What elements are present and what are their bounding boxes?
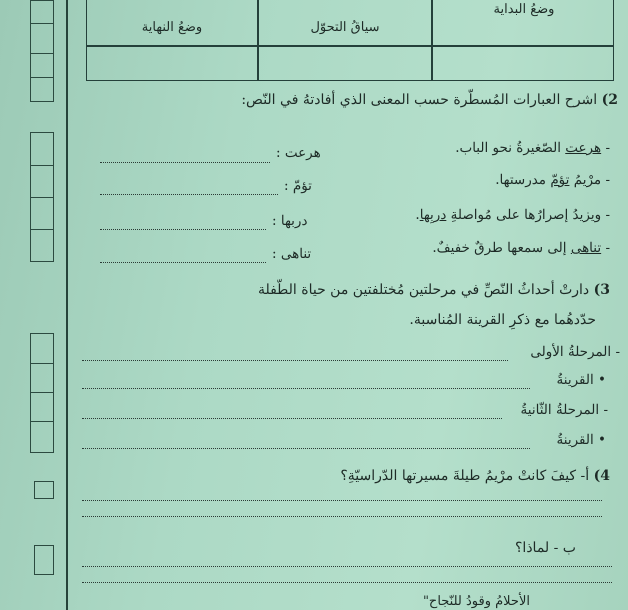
- q2-item-2-answer-line[interactable]: [100, 194, 278, 195]
- score-box-q3: [30, 333, 54, 453]
- q4-part-a-answer-line-2[interactable]: [82, 516, 602, 517]
- q4-part-a: [340, 468, 610, 484]
- bullet: -: [605, 207, 610, 223]
- q3-stage-1: [530, 344, 620, 360]
- q2-item-1-underlined: هرعت: [565, 140, 602, 156]
- q3-prompt-line2: حدّدهُما مع ذكرِ القرينة المُناسبة.: [409, 312, 596, 328]
- transformation-table: [86, 0, 614, 81]
- q2-item-2-before: مرْيمُ: [569, 172, 602, 188]
- q4-part-a-answer-line-1[interactable]: [82, 500, 602, 501]
- bullet: -: [603, 402, 608, 418]
- bottom-partial-text: الأحلامُ وقودُ للنّجاح": [422, 594, 530, 609]
- q2-number: 2): [601, 92, 618, 108]
- q2-prompt-text: اشرح العبارات المُسطّرة حسب المعنى الذي أفادتهُ في النّص:: [241, 92, 598, 108]
- q3-stage-2-label: المرحلةُ الثّانيةُ: [520, 402, 600, 418]
- q2-item-3: [415, 207, 610, 223]
- bullet: -: [605, 172, 610, 188]
- q4-part-a-text: أ- كيفَ كانتْ مرْيمُ طيلةَ مسيرتها الدّراسيّةِ؟: [340, 468, 590, 484]
- q3-clue-1: • القرينةُ: [556, 372, 606, 388]
- q2-item-1-after: الصّغيرةُ نحو الباب.: [455, 140, 566, 156]
- q3-clue-1-label: القرينةُ: [556, 372, 594, 388]
- q3-stage-2-answer-line[interactable]: [82, 418, 502, 419]
- score-box-q4a: [34, 481, 54, 499]
- q2-item-1-answer-line[interactable]: [100, 162, 270, 163]
- q2-item-4-answer-label: تناهى :: [272, 246, 312, 262]
- q3-clue-1-answer-line[interactable]: [82, 388, 530, 389]
- table-header-end: وضعُ النهاية: [141, 20, 203, 35]
- q2-item-2: [495, 172, 610, 188]
- q3-stage-2: [521, 402, 608, 418]
- bullet: -: [605, 140, 610, 156]
- q2-item-4: [432, 240, 610, 256]
- bullet: -: [615, 344, 620, 360]
- q3-stage-1-answer-line[interactable]: [82, 360, 508, 361]
- q2-item-3-answer-label: دربها :: [272, 213, 308, 229]
- q3-stage-1-label: المرحلةُ الأولى: [530, 344, 612, 360]
- q3-number: 3): [593, 282, 610, 298]
- table-header-shift: سياقُ التحوّل: [310, 20, 380, 35]
- score-box-q4b: [34, 545, 54, 575]
- margin-line: [66, 0, 68, 610]
- q2-item-4-after: إلى سمعها طرقٌ خفيفٌ.: [432, 240, 571, 256]
- q2-item-1: [455, 140, 610, 156]
- q3-clue-2-answer-line[interactable]: [82, 448, 530, 449]
- q4-part-b-answer-line-1[interactable]: [82, 566, 612, 567]
- bullet: -: [605, 240, 610, 256]
- table-header-start: وضعُ البداية: [493, 2, 555, 17]
- q2-item-2-answer-label: تؤمّ :: [284, 178, 312, 194]
- q2-item-3-before: ويزيدُ إصرارُها على مُواصلةِ: [446, 207, 602, 223]
- q2-item-4-underlined: تناهى: [570, 240, 602, 256]
- q2-item-3-underlined: دربِها: [419, 207, 447, 223]
- q2-item-4-answer-line[interactable]: [100, 262, 266, 263]
- q2-item-3-after: .: [415, 207, 420, 223]
- q3-clue-2: • القرينةُ: [556, 432, 606, 448]
- q2-prompt: [241, 92, 618, 108]
- q2-item-3-answer-line[interactable]: [100, 229, 266, 230]
- score-box-q1: [30, 0, 54, 102]
- q4-number: 4): [593, 468, 610, 484]
- q3-prompt-line1: [258, 282, 610, 298]
- q4-part-b: ب - لماذا؟: [515, 540, 576, 556]
- q2-item-1-answer-label: هرعت :: [276, 145, 321, 161]
- score-box-q2: [30, 132, 54, 262]
- q3-prompt-text1: دارتْ أحداثُ النّصِّ في مرحلتين مُختلفتين من حياة الطّفلة: [257, 282, 590, 298]
- q3-clue-2-label: القرينةُ: [556, 432, 594, 448]
- q2-item-2-after: مدرستها.: [495, 172, 551, 188]
- q4-part-b-answer-line-2[interactable]: [82, 582, 612, 583]
- q2-item-2-underlined: تؤمّ: [550, 172, 570, 188]
